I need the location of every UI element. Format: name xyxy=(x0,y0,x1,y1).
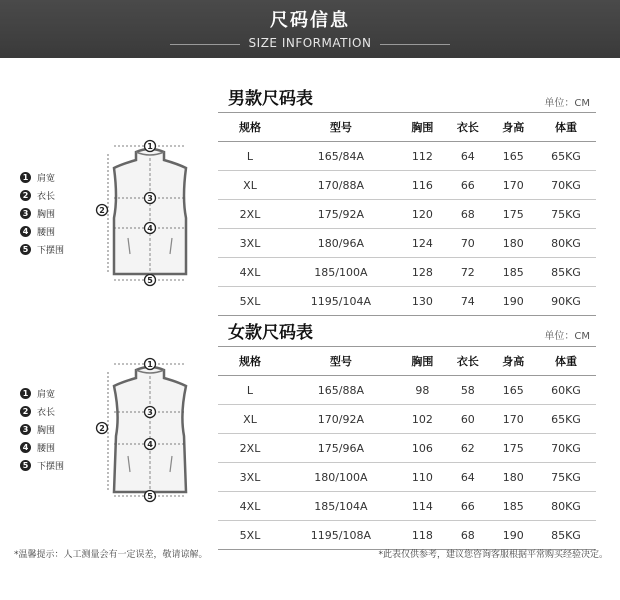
table-cell: 64 xyxy=(445,142,490,171)
table-row xyxy=(218,229,596,258)
column-header: 规格 xyxy=(218,113,282,142)
table-cell: 128 xyxy=(400,258,445,287)
svg-text:3: 3 xyxy=(147,408,153,417)
legend-item xyxy=(20,222,64,240)
number-badge-icon: 2 xyxy=(20,406,31,417)
number-badge-icon: 2 xyxy=(20,190,31,201)
legend-item xyxy=(20,420,64,438)
column-header: 胸围 xyxy=(400,113,445,142)
table-row xyxy=(218,405,596,434)
legend-label: 肩宽 xyxy=(37,173,56,184)
svg-text:1: 1 xyxy=(147,360,153,369)
legend-item xyxy=(20,168,64,186)
column-header: 衣长 xyxy=(445,113,490,142)
table-cell: L xyxy=(218,376,282,405)
table-cell: 2XL xyxy=(218,434,282,463)
number-badge-icon: 5 xyxy=(20,460,31,471)
table-cell: 65KG xyxy=(536,142,596,171)
table-cell: 85KG xyxy=(536,521,596,550)
table-cell: 70KG xyxy=(536,434,596,463)
legend-item xyxy=(20,240,64,258)
table-cell: 114 xyxy=(400,492,445,521)
table-cell: 130 xyxy=(400,287,445,316)
women-size-table xyxy=(218,346,596,550)
women-unit: 单位：CM xyxy=(544,331,590,342)
column-header: 衣长 xyxy=(445,347,490,376)
number-badge-icon: 4 xyxy=(20,226,31,237)
table-cell: 5XL xyxy=(218,287,282,316)
vest-outline-icon xyxy=(114,149,186,274)
women-measurement-legend xyxy=(20,384,64,474)
svg-text:2: 2 xyxy=(99,424,105,433)
table-cell: 106 xyxy=(400,434,445,463)
table-cell: 70KG xyxy=(536,171,596,200)
men-table-title: 男款尺码表 xyxy=(228,89,313,109)
legend-item xyxy=(20,402,64,420)
table-cell: 1195/108A xyxy=(282,521,400,550)
table-cell: 175/96A xyxy=(282,434,400,463)
marker-4-icon xyxy=(145,223,156,234)
table-cell: 175 xyxy=(491,200,536,229)
number-badge-icon: 3 xyxy=(20,424,31,435)
table-row xyxy=(218,434,596,463)
table-row xyxy=(218,258,596,287)
legend-label: 胸围 xyxy=(37,425,56,436)
men-unit: 单位：CM xyxy=(544,98,590,109)
number-badge-icon: 3 xyxy=(20,208,31,219)
legend-label: 衣长 xyxy=(37,407,56,418)
vest-outline-icon xyxy=(114,367,186,492)
column-header: 体重 xyxy=(536,113,596,142)
table-cell: 180/100A xyxy=(282,463,400,492)
table-cell: 64 xyxy=(445,463,490,492)
table-cell: 190 xyxy=(491,521,536,550)
table-cell: 65KG xyxy=(536,405,596,434)
table-cell: L xyxy=(218,142,282,171)
column-header: 规格 xyxy=(218,347,282,376)
legend-label: 腰围 xyxy=(37,443,56,454)
table-cell: 98 xyxy=(400,376,445,405)
svg-text:1: 1 xyxy=(147,142,153,151)
table-cell: 120 xyxy=(400,200,445,229)
table-row xyxy=(218,171,596,200)
table-cell: 75KG xyxy=(536,200,596,229)
table-cell: 2XL xyxy=(218,200,282,229)
svg-text:4: 4 xyxy=(147,440,153,449)
marker-2-icon xyxy=(97,205,108,216)
table-row xyxy=(218,376,596,405)
table-cell: 170 xyxy=(491,171,536,200)
table-cell: 90KG xyxy=(536,287,596,316)
table-cell: 190 xyxy=(491,287,536,316)
table-row xyxy=(218,287,596,316)
table-cell: 185/104A xyxy=(282,492,400,521)
table-cell: 66 xyxy=(445,171,490,200)
table-cell: 74 xyxy=(445,287,490,316)
table-cell: 66 xyxy=(445,492,490,521)
table-cell: XL xyxy=(218,171,282,200)
legend-label: 胸围 xyxy=(37,209,56,220)
table-cell: 5XL xyxy=(218,521,282,550)
legend-item xyxy=(20,456,64,474)
legend-item xyxy=(20,204,64,222)
table-cell: 112 xyxy=(400,142,445,171)
table-cell: 60KG xyxy=(536,376,596,405)
footer-note-right: *此表仅供参考，建议您咨询客服根据平常购买经验决定。 xyxy=(378,550,608,560)
table-row xyxy=(218,492,596,521)
number-badge-icon: 1 xyxy=(20,172,31,183)
table-cell: 4XL xyxy=(218,258,282,287)
table-cell: 4XL xyxy=(218,492,282,521)
legend-label: 衣长 xyxy=(37,191,56,202)
marker-4-icon xyxy=(145,439,156,450)
column-header: 身高 xyxy=(491,347,536,376)
table-cell: 58 xyxy=(445,376,490,405)
footer-note-left: *温馨提示：人工测量会有一定误差，敬请谅解。 xyxy=(14,550,208,560)
women-vest-diagram xyxy=(90,356,208,506)
table-cell: 180/96A xyxy=(282,229,400,258)
men-measurement-legend xyxy=(20,168,64,258)
table-cell: 165 xyxy=(491,142,536,171)
table-cell: 116 xyxy=(400,171,445,200)
page-subtitle: SIZE INFORMATION xyxy=(248,36,372,50)
men-vest-diagram xyxy=(90,138,208,288)
svg-text:2: 2 xyxy=(99,206,105,215)
table-cell: 80KG xyxy=(536,492,596,521)
number-badge-icon: 5 xyxy=(20,244,31,255)
column-header: 身高 xyxy=(491,113,536,142)
legend-label: 下摆围 xyxy=(37,245,65,256)
table-cell: 185 xyxy=(491,258,536,287)
marker-3-icon xyxy=(145,407,156,418)
table-row xyxy=(218,521,596,550)
table-row xyxy=(218,142,596,171)
header-banner xyxy=(0,0,620,58)
table-cell: 110 xyxy=(400,463,445,492)
legend-label: 肩宽 xyxy=(37,389,56,400)
table-cell: 102 xyxy=(400,405,445,434)
table-cell: 118 xyxy=(400,521,445,550)
svg-text:3: 3 xyxy=(147,194,153,203)
table-row xyxy=(218,200,596,229)
table-cell: 165/88A xyxy=(282,376,400,405)
table-cell: 1195/104A xyxy=(282,287,400,316)
legend-item xyxy=(20,438,64,456)
men-size-table xyxy=(218,112,596,316)
column-header: 体重 xyxy=(536,347,596,376)
marker-5-icon xyxy=(145,275,156,286)
svg-text:4: 4 xyxy=(147,224,153,233)
women-table-title: 女款尺码表 xyxy=(228,323,313,343)
table-header-row xyxy=(218,113,596,142)
page-title: 尺码信息 xyxy=(270,10,350,31)
table-cell: 175 xyxy=(491,434,536,463)
legend-label: 腰围 xyxy=(37,227,56,238)
table-cell: 3XL xyxy=(218,463,282,492)
legend-item xyxy=(20,186,64,204)
table-cell: 68 xyxy=(445,200,490,229)
table-cell: XL xyxy=(218,405,282,434)
legend-item xyxy=(20,384,64,402)
number-badge-icon: 1 xyxy=(20,388,31,399)
table-cell: 170 xyxy=(491,405,536,434)
table-cell: 70 xyxy=(445,229,490,258)
table-cell: 180 xyxy=(491,463,536,492)
column-header: 型号 xyxy=(282,113,400,142)
table-header-row xyxy=(218,347,596,376)
table-cell: 75KG xyxy=(536,463,596,492)
marker-1-icon xyxy=(145,141,156,152)
marker-2-icon xyxy=(97,423,108,434)
table-cell: 80KG xyxy=(536,229,596,258)
table-cell: 62 xyxy=(445,434,490,463)
marker-1-icon xyxy=(145,359,156,370)
table-cell: 85KG xyxy=(536,258,596,287)
table-cell: 68 xyxy=(445,521,490,550)
table-cell: 175/92A xyxy=(282,200,400,229)
table-cell: 165/84A xyxy=(282,142,400,171)
marker-3-icon xyxy=(145,193,156,204)
table-cell: 3XL xyxy=(218,229,282,258)
table-cell: 124 xyxy=(400,229,445,258)
column-header: 型号 xyxy=(282,347,400,376)
table-row xyxy=(218,463,596,492)
table-cell: 165 xyxy=(491,376,536,405)
legend-label: 下摆围 xyxy=(37,461,65,472)
svg-text:5: 5 xyxy=(147,492,153,501)
column-header: 胸围 xyxy=(400,347,445,376)
svg-text:5: 5 xyxy=(147,276,153,285)
table-cell: 185/100A xyxy=(282,258,400,287)
table-cell: 72 xyxy=(445,258,490,287)
table-cell: 180 xyxy=(491,229,536,258)
table-cell: 170/92A xyxy=(282,405,400,434)
table-cell: 60 xyxy=(445,405,490,434)
marker-5-icon xyxy=(145,491,156,502)
number-badge-icon: 4 xyxy=(20,442,31,453)
table-cell: 170/88A xyxy=(282,171,400,200)
table-cell: 185 xyxy=(491,492,536,521)
